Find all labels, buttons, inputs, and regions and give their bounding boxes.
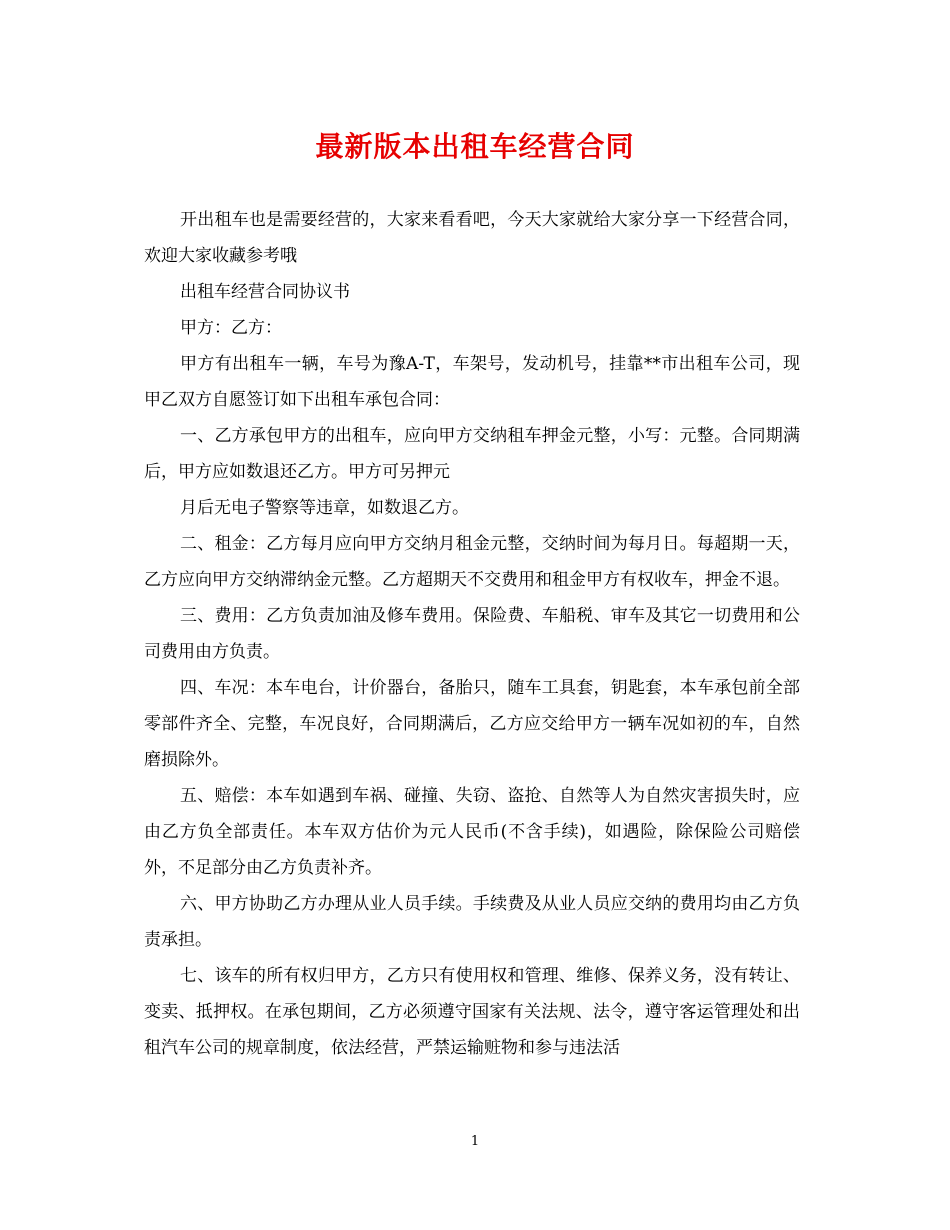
paragraph-clause-1-cont: 月后无电子警察等违章，如数退乙方。 — [180, 498, 469, 518]
paragraph-clause-6-personnel: 六、甲方协助乙方办理从业人员手续。手续费及从业人员应交纳的费用均由乙方负责承担。 — [144, 894, 800, 950]
paragraph-clause-1: 一、乙方承包甲方的出租车，应向甲方交纳租车押金元整，小写：元整。合同期满后，甲方应如数退还乙方。甲方可另押元 — [144, 426, 800, 482]
paragraph-agreement-heading: 出租车经营合同协议书 — [180, 282, 350, 302]
paragraph-parties: 甲方：乙方： — [180, 318, 282, 338]
document-body — [144, 202, 800, 1066]
document-title: 最新版本出租车经营合同 — [315, 130, 635, 163]
paragraph-clause-5-compensation: 五、赔偿：本车如遇到车祸、碰撞、失窃、盗抢、自然等人为自然灾害损失时，应由乙方负全部责任。本车双方估价为元人民币(不含手续)，如遇险，除保险公司赔偿外，不足部分由乙方负责补齐。 — [144, 786, 800, 878]
page-number: 1 — [470, 1134, 480, 1149]
paragraph-clause-2-rent: 二、租金：乙方每月应向甲方交纳月租金元整，交纳时间为每月日。每超期一天，乙方应向甲方交纳滞纳金元整。乙方超期天不交费用和租金甲方有权收车，押金不退。 — [144, 534, 800, 590]
paragraph-clause-7-ownership: 七、该车的所有权归甲方，乙方只有使用权和管理、维修、保养义务，没有转让、变卖、抵押权。在承包期间，乙方必须遵守国家有关法规、法令，遵守客运管理处和出租汽车公司的规章制度，依法经营，严禁运输赃物和参与违法活 — [144, 966, 800, 1058]
paragraph-intro: 开出租车也是需要经营的，大家来看看吧，今天大家就给大家分享一下经营合同，欢迎大家收藏参考哦 — [144, 210, 800, 266]
paragraph-vehicle-info: 甲方有出租车一辆，车号为豫A-T，车架号，发动机号，挂靠**市出租车公司，现甲乙双方自愿签订如下出租车承包合同： — [144, 354, 800, 410]
paragraph-clause-4-condition: 四、车况：本车电台，计价器台，备胎只，随车工具套，钥匙套，本车承包前全部零部件齐全、完整，车况良好，合同期满后，乙方应交给甲方一辆车况如初的车，自然磨损除外。 — [144, 678, 800, 770]
paragraph-clause-3-fees: 三、费用：乙方负责加油及修车费用。保险费、车船税、审车及其它一切费用和公司费用由方负责。 — [144, 606, 800, 662]
